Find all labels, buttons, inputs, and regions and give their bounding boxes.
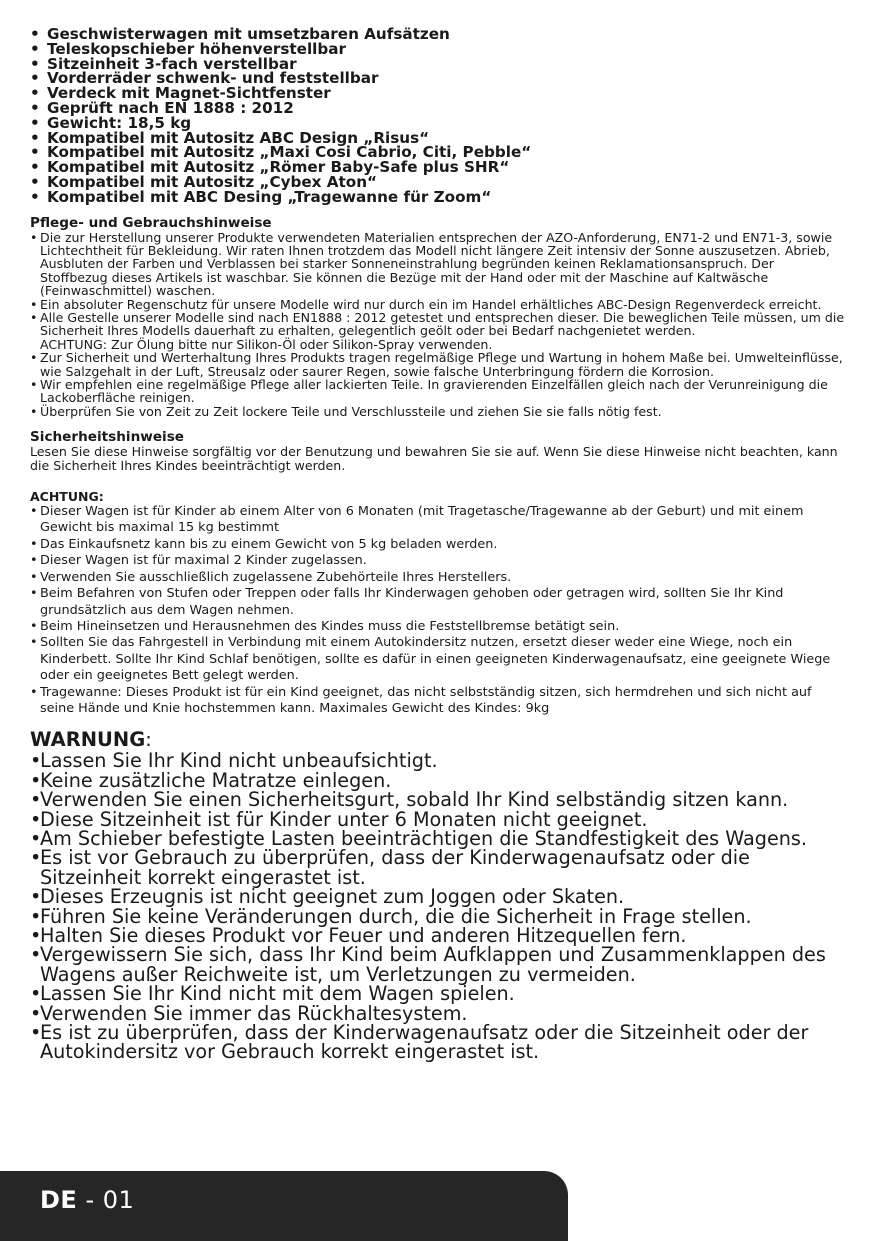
warning-item: • Halten Sie dieses Produkt vor Feuer und anderen Hitzequellen fern. bbox=[30, 926, 845, 945]
feature-item: • Geprüft nach EN 1888 : 2012 bbox=[30, 101, 845, 116]
warning-colon: : bbox=[145, 728, 152, 752]
achtung-item: • Verwenden Sie ausschließlich zugelassene Zubehörteile Ihres Herstellers. bbox=[30, 570, 845, 586]
warning-section bbox=[30, 729, 845, 1062]
feature-item: • Kompatibel mit Autositz „Römer Baby-Safe plus SHR“ bbox=[30, 160, 845, 175]
care-item bbox=[30, 311, 845, 351]
care-heading: Pflege- und Gebrauchshinweise bbox=[30, 214, 272, 231]
care-item-text: Alle Gestelle unserer Modelle sind nach EN1888 : 2012 getestet und entsprechen dieser. Die beweglichen Teile müssen, um die Sicherheit Ihres Modells dauerhaft zu erhalten, gelegentlich geölt oder bei Bedarf nachgenietet werden. bbox=[40, 310, 845, 339]
warning-item: • Diese Sitzeinheit ist für Kinder unter 6 Monaten nicht geeignet. bbox=[30, 810, 845, 829]
care-item: • Wir empfehlen eine regelmäßige Pflege aller lackierten Teile. In gravierenden Einzelfällen gleich nach der Verunreinigung die Lackoberfläche reinigen. bbox=[30, 378, 845, 405]
safety-heading: Sicherheitshinweise bbox=[30, 429, 185, 446]
care-section bbox=[30, 216, 845, 419]
achtung-heading: ACHTUNG: bbox=[30, 489, 104, 505]
feature-item: • Verdeck mit Magnet-Sichtfenster bbox=[30, 86, 845, 101]
feature-item: • Kompatibel mit Autositz „Maxi Cosi Cabrio, Citi, Pebble“ bbox=[30, 145, 845, 160]
care-item: • Überprüfen Sie von Zeit zu Zeit lockere Teile und Verschlussteile und ziehen Sie sie falls nötig fest. bbox=[30, 405, 845, 418]
care-item: • Die zur Herstellung unserer Produkte verwendeten Materialien entsprechen der AZO-Anforderung, EN71-2 und EN71-3, sowie Lichtechtheit für Bekleidung. Wir raten Ihnen trotzdem das Modell nicht längere Zeit intensiv der Sonne auszusetzen. Abrieb, Ausbluten der Farben und Verblassen bei starker Sonneneinstrahlung begründen keinen Reklamationsanspruch. Der Stoffbezug dieses Artikels ist waschbar. Sie können die Bezüge mit der Hand oder mit der Maschine auf Kaltwäsche (Feinwaschmittel) waschen. bbox=[30, 231, 845, 298]
feature-item: • Kompatibel mit ABC Desing „Tragewanne für Zoom“ bbox=[30, 190, 845, 205]
achtung-item: • Dieser Wagen ist für Kinder ab einem Alter von 6 Monaten (mit Tragetasche/Tragewanne ab der Geburt) und mit einem Gewicht bis maximal 15 kg bestimmt bbox=[30, 504, 845, 537]
warning-item: • Es ist zu überprüfen, dass der Kinderwagenaufsatz oder die Sitzeinheit oder der Autokindersitz vor Gebrauch korrekt eingerastet ist. bbox=[30, 1023, 845, 1062]
warning-item: • Dieses Erzeugnis ist nicht geeignet zum Joggen oder Skaten. bbox=[30, 887, 845, 906]
achtung-item: • Beim Hineinsetzen und Herausnehmen des Kindes muss die Feststellbremse betätigt sein. bbox=[30, 619, 845, 635]
achtung-item: • Sollten Sie das Fahrgestell in Verbindung mit einem Autokindersitz nutzen, ersetzt dieser weder eine Wiege, noch ein Kinderbett. Sollte Ihr Kind Schlaf benötigen, sollte es dafür in einen geeigneten Kinderwagenaufsatz, eine geeignete Wiege oder ein geeignetes Bett gelegt werden. bbox=[30, 635, 845, 684]
warning-item: • Führen Sie keine Veränderungen durch, die die Sicherheit in Frage stellen. bbox=[30, 907, 845, 926]
warning-title: WARNUNG bbox=[30, 728, 146, 752]
care-item: • Zur Sicherheit und Werterhaltung Ihres Produkts tragen regelmäßige Pflege und Wartung in hohem Maße bei. Umwelteinflüsse, wie Salzgehalt in der Luft, Streusalz oder saurer Regen, sowie falsche Unterbringung fördern die Korrosion. bbox=[30, 351, 845, 378]
warning-item: • Verwenden Sie immer das Rückhaltesystem. bbox=[30, 1004, 845, 1023]
warning-item: • Vergewissern Sie sich, dass Ihr Kind beim Aufklappen und Zusammenklappen des Wagens außer Reichweite ist, um Verletzungen zu vermeiden. bbox=[30, 945, 845, 984]
page-footer-bar bbox=[0, 1171, 568, 1241]
page-number: - 01 bbox=[77, 1186, 135, 1214]
safety-text: Lesen Sie diese Hinweise sorgfältig vor der Benutzung und bewahren Sie sie auf. Wenn Sie diese Hinweise nicht beachten, kann die Sicherheit Ihres Kindes beeinträchtigt werden. bbox=[30, 444, 838, 473]
achtung-list bbox=[30, 504, 845, 717]
warning-item: • Lassen Sie Ihr Kind nicht mit dem Wagen spielen. bbox=[30, 984, 845, 1003]
care-item: • Ein absoluter Regenschutz für unsere Modelle wird nur durch ein im Handel erhältliches ABC-Design Regenverdeck erreicht. bbox=[30, 298, 845, 311]
achtung-item: • Dieser Wagen ist für maximal 2 Kinder zugelassen. bbox=[30, 553, 845, 569]
feature-item: • Kompatibel mit Autositz „Cybex Aton“ bbox=[30, 175, 845, 190]
warning-item: • Es ist vor Gebrauch zu überprüfen, dass der Kinderwagenaufsatz oder die Sitzeinheit korrekt eingerastet ist. bbox=[30, 848, 845, 887]
achtung-item: • Das Einkaufsnetz kann bis zu einem Gewicht von 5 kg beladen werden. bbox=[30, 537, 845, 553]
achtung-section bbox=[30, 490, 845, 717]
language-code: DE bbox=[40, 1186, 78, 1214]
manual-page bbox=[30, 27, 845, 1062]
feature-item: • Teleskopschieber höhenverstellbar bbox=[30, 42, 845, 57]
safety-section bbox=[30, 430, 845, 472]
warning-item: • Lassen Sie Ihr Kind nicht unbeaufsichtigt. bbox=[30, 751, 845, 770]
feature-item: • Kompatibel mit Autositz ABC Design „Risus“ bbox=[30, 131, 845, 146]
warning-item: • Am Schieber befestigte Lasten beeinträchtigen die Standfestigkeit des Wagens. bbox=[30, 829, 845, 848]
feature-item: • Geschwisterwagen mit umsetzbaren Aufsätzen bbox=[30, 27, 845, 42]
feature-item: • Gewicht: 18,5 kg bbox=[30, 116, 845, 131]
warning-item: • Verwenden Sie einen Sicherheitsgurt, sobald Ihr Kind selbständig sitzen kann. bbox=[30, 790, 845, 809]
care-list bbox=[30, 231, 845, 419]
warning-list bbox=[30, 751, 845, 1062]
feature-item: • Sitzeinheit 3-fach verstellbar bbox=[30, 57, 845, 72]
feature-item: • Vorderräder schwenk- und feststellbar bbox=[30, 71, 845, 86]
achtung-item: • Beim Befahren von Stufen oder Treppen oder falls Ihr Kinderwagen gehoben oder getragen wird, sollten Sie Ihr Kind grundsätzlich aus dem Wagen nehmen. bbox=[30, 586, 845, 619]
achtung-item: • Tragewanne: Dieses Produkt ist für ein Kind geeignet, das nicht selbstständig sitzen, sich hermdrehen und sich nicht auf seine Hände und Knie hochstemmen kann. Maximales Gewicht des Kindes: 9kg bbox=[30, 685, 845, 718]
feature-list bbox=[30, 27, 845, 205]
warning-item: • Keine zusätzliche Matratze einlegen. bbox=[30, 771, 845, 790]
oil-note: ACHTUNG: Zur Ölung bitte nur Silikon-Öl oder Silikon-Spray verwenden. bbox=[40, 336, 493, 352]
warning-heading bbox=[30, 729, 845, 751]
page-number-label bbox=[40, 1185, 134, 1215]
